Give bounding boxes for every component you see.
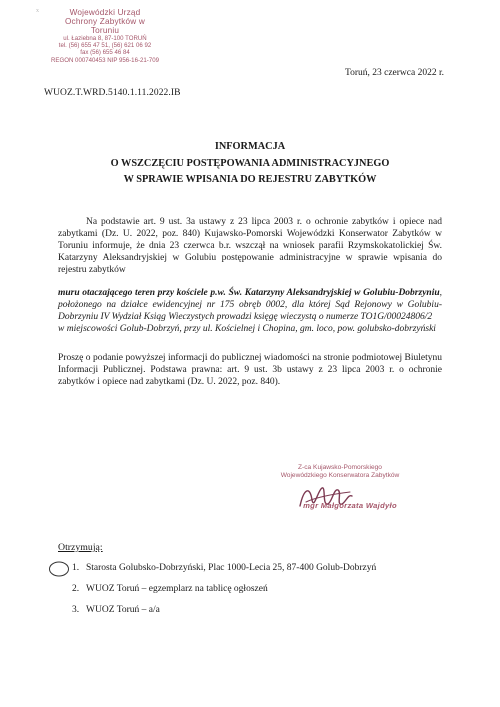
signature-title-1: Z-ca Kujawsko-Pomorskiego	[298, 464, 382, 471]
signature-title-2: Wojewódzkiego Konserwatora Zabytków	[280, 472, 400, 479]
reference-number: WUOZ.T.WRD.5140.1.11.2022.IB	[44, 88, 181, 98]
body-paragraph-1: Na podstawie art. 9 ust. 3a ustawy z 23 lipca 2003 r. o ochronie zabytków i opiece nad zabytkami (Dz. U. 2022, poz. 840) Kujawsko-Pomorski Wojewódzki Konserwator Zabytków w Toruniu informuje, że dnia 23 czerwca b.r. wszczął na wniosek parafii Rzymskokatolickiej Św. Katarzyny Aleksandryjskiej w Golubiu postępowanie administracyjne w sprawie wpisania do rejestru zabytków	[58, 217, 442, 275]
body-paragraph-2	[58, 287, 442, 335]
list-item-number: 3.	[72, 605, 80, 615]
heading-line-2: O WSZCZĘCIU POSTĘPOWANIA ADMINISTRACYJNEGO	[110, 157, 390, 169]
stamp-regon: REGON 000740453 NIP 956-16-21-709	[51, 56, 159, 64]
signature-stamp	[260, 464, 420, 480]
list-item-number: 2.	[72, 584, 80, 594]
recipients-title: Otrzymują:	[58, 542, 103, 553]
list-item	[58, 579, 376, 600]
list-item-text: Starosta Golubsko-Dobrzyński, Plac 1000-Lecia 25, 87-400 Golub-Dobrzyń	[86, 563, 377, 573]
stamp-line-1: Wojewódzki Urząd	[69, 8, 141, 17]
list-item	[58, 600, 376, 621]
stamp-line-2: Ochrony Zabytków w Toruniu	[64, 17, 146, 35]
document-heading	[0, 139, 500, 189]
corner-mark: x	[36, 8, 39, 14]
office-stamp	[50, 8, 160, 64]
stamp-address: ul. Łaziebna 8, 87-100 TORUŃ	[63, 35, 147, 42]
list-item-text: WUOZ Toruń – egzemplarz na tablicę ogłoszeń	[86, 584, 268, 594]
body-paragraph-3: Proszę o podanie powyższej informacji do publicznej wiadomości na stronie podmiotowej Biuletynu Informacji Publicznej. Podstawa prawna: art. 9 ust. 3b ustawy z 23 lipca 2003 r. o ochronie zabytków i opiece nad zabytkami (Dz. U. 2022, poz. 840).	[58, 353, 442, 387]
signatory-name: mgr Małgorzata Wajdyło	[303, 501, 397, 510]
heading-line-3: W SPRAWIE WPISANIA DO REJESTRU ZABYTKÓW	[123, 174, 377, 185]
monument-location: w miejscowości Golub-Dobrzyń, przy ul. Kościelnej i Chopina, gm. loco, pow. golubsko-dobrzyński	[58, 324, 436, 334]
plot-details: , położonego na działce ewidencyjnej nr 175 obręb 0002, dla której Sąd Rejonowy w Golubiu-Dobrzyniu IV Wydział Ksiąg Wieczystych prowadzi księgę wieczystą o numerze TO1G/00024806/2	[58, 288, 442, 322]
list-item	[58, 558, 376, 579]
list-item-number: 1.	[72, 563, 80, 573]
heading-line-1: INFORMACJA	[214, 141, 286, 152]
list-item-text: WUOZ Toruń – a/a	[86, 605, 160, 615]
place-date: Toruń, 23 czerwca 2022 r.	[344, 68, 444, 78]
monument-name: muru otaczającego teren przy kościele p.w. Św. Katarzyny Aleksandryjskiej w Golubiu-Dobrzyniu	[58, 288, 440, 298]
stamp-phone: tel. (56) 655 47 51, (56) 621 06 92	[58, 42, 152, 50]
stamp-fax: fax (56) 655 46 84	[80, 49, 130, 57]
recipients-list	[58, 558, 376, 621]
